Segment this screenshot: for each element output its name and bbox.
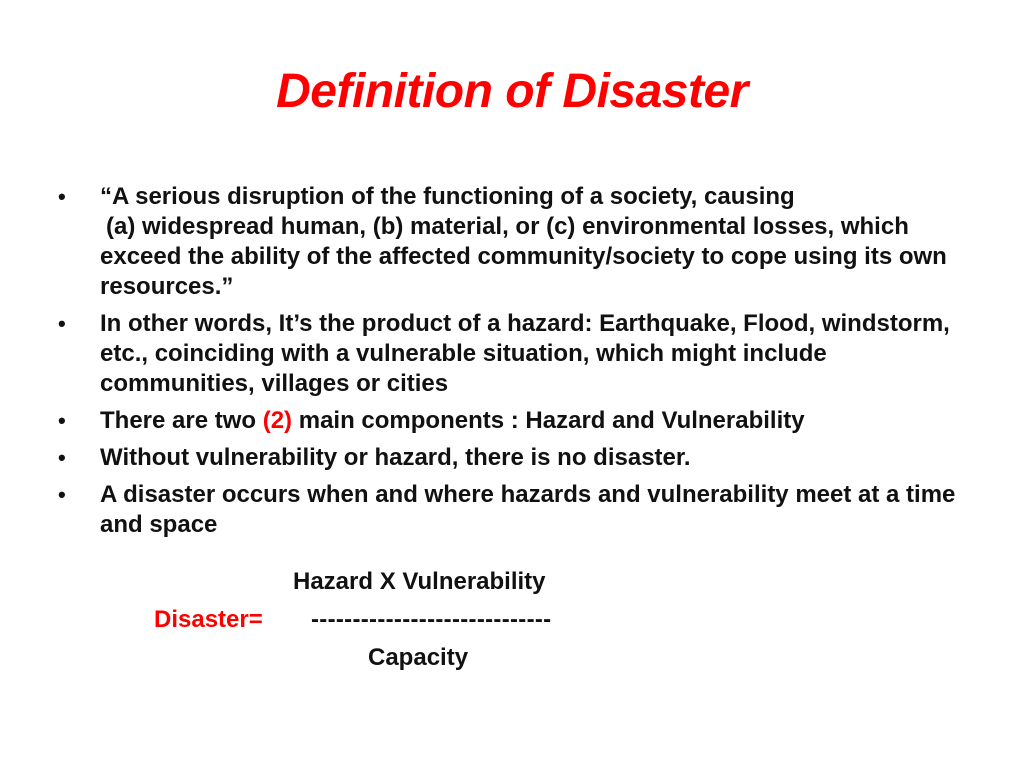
bullet-text: A disaster occurs when and where hazards and vulnerability meet at a time and space [100, 481, 956, 538]
bullet-dot-icon: • [58, 408, 66, 433]
bullet-text-post: main components : Hazard and Vulnerability [292, 407, 805, 434]
bullet-text: Without vulnerability or hazard, there is no disaster. [100, 444, 691, 471]
bullet-occurs [58, 480, 978, 540]
bullet-components [58, 406, 978, 436]
bullet-dot-icon: • [58, 311, 66, 336]
highlight-count: (2) [262, 407, 293, 434]
formula-numerator: Hazard X Vulnerability [293, 568, 546, 595]
bullet-no-disaster [58, 443, 978, 473]
bullet-other-words [58, 309, 978, 399]
bullet-text: In other words, It’s the product of a hazard: Earthquake, Flood, windstorm, etc., coinciding with a vulnerable situation, which might include communities, villages or cities [100, 310, 950, 397]
formula-denominator: Capacity [368, 644, 469, 671]
bullet-dot-icon: • [58, 482, 66, 507]
bullet-dot-icon: • [58, 184, 66, 209]
formula-label: Disaster= [154, 606, 263, 633]
formula-fraction-line: ----------------------------- [311, 606, 552, 633]
bullet-list [58, 182, 978, 547]
definition-quote-rest: (a) widespread human, (b) material, or (c) environmental losses, which exceed the ability of the affected community/society to cope using its own resources.” [100, 213, 947, 300]
bullet-definition [58, 182, 978, 302]
slide-title: Definition of Disaster [276, 65, 748, 118]
bullet-dot-icon: • [58, 445, 66, 470]
definition-quote-line1: “A serious disruption of the functioning of a society, causing [100, 183, 795, 210]
bullet-text-pre: There are two [100, 407, 263, 434]
